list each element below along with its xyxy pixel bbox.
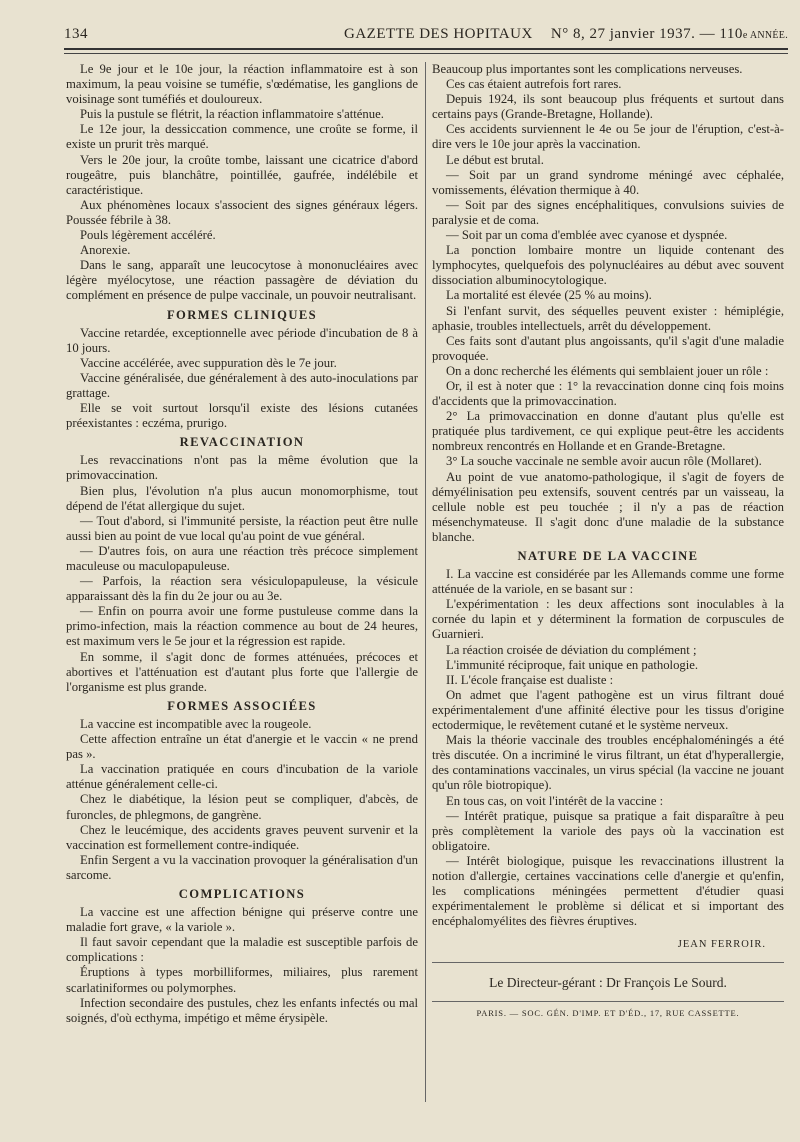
director-line: Le Directeur-gérant : Dr François Le Sourd. [489,975,727,991]
paragraph: La vaccination pratiquée en cours d'incubation de la variole atténue généralement celle-ci. [66,762,418,792]
paragraph: — Enfin on pourra avoir une forme pustuleuse comme dans la primo-infection, mais la réaction commence au bout de 24 heures, est maximum vers le 5e jour et la régression est rapide. [66,604,418,649]
left-column [66,62,418,1026]
paragraph: — Soit par un grand syndrome méningé avec céphalée, vomissements, élévation thermique à 40. [432,167,784,197]
paragraph: Aux phénomènes locaux s'associent des signes généraux légers. Poussée fébrile à 38. [66,197,418,227]
paragraph: La ponction lombaire montre un liquide contenant des lymphocytes, quelquefois des polynucléaires au début avec souvent dissociation albuminocytologique. [432,243,784,288]
section-heading: REVACCINATION [179,435,305,450]
paragraph: Le début est brutal. [446,152,544,167]
paragraph: Beaucoup plus importantes sont les complications nerveuses. [432,62,743,76]
paragraph: Vaccine retardée, exceptionnelle avec période d'incubation de 8 à 10 jours. [66,325,418,355]
paragraph: Il faut savoir cependant que la maladie est susceptible parfois de complications : [66,935,418,965]
printer-imprint: PARIS. — SOC. GÉN. D'IMP. ET D'ÉD., 17, RUE CASSETTE. [476,1007,740,1018]
paragraph: L'expérimentation : les deux affections sont inoculables à la cornée du lapin et y déterminent la formation de corpuscules de Guarnieri. [432,597,784,642]
paragraph: Mais la théorie vaccinale des troubles encéphaloméningés a été très discutée. On a incriminé le virus filtrant, un état d'hyperallergie, des contaminations vaccinales, un virus spécial (la vaccine ne jouant qu'un rôle biotropique). [432,733,784,793]
paragraph: On a donc recherché les éléments qui semblaient jouer un rôle : [446,363,769,378]
journal-title: GAZETTE DES HOPITAUX [344,26,533,42]
paragraph: Elle se voit surtout lorsqu'il existe des lésions cutanées préexistantes : eczéma, prurigo. [66,401,418,431]
paragraph: Vers le 20e jour, la croûte tombe, laissant une cicatrice d'abord rougeâtre, puis blanchâtre, pointillée, gaufrée, indélébile et caractéristique. [66,152,418,197]
paragraph: On admet que l'agent pathogène est un virus filtrant doué expérimentalement d'une affinité élective pour les tissus d'origine ectodermique, le revêtement cutané et le système nerveux. [432,687,784,733]
paragraph: Infection secondaire des pustules, chez les enfants infectés ou mal soignés, d'où ecthyma, impétigo et même érysipèle. [66,995,418,1025]
paragraph: — Intérêt pratique, puisque sa pratique a fait disparaître à peu près complètement la variole des pays où la vaccination est obligatoire. [432,808,784,853]
paragraph: La vaccine est incompatible avec la rougeole. [80,716,312,731]
paragraph: Puis la pustule se flétrit, la réaction inflammatoire s'atténue. [80,107,384,122]
paragraph: Chez le diabétique, la lésion peut se compliquer, d'abcès, de furoncles, de phlegmons, de gangrène. [66,792,418,822]
paragraph: — Tout d'abord, si l'immunité persiste, la réaction peut être nulle aussi bien au point de vue local qu'au point de vue général. [66,513,418,543]
author-signature: JEAN FERROIR. [677,939,766,951]
paragraph: Ces accidents surviennent le 4e ou 5e jour de l'éruption, c'est-à-dire vers le 10e jour après la vaccination. [432,122,784,152]
paragraph: Ces cas étaient autrefois fort rares. [446,77,622,92]
header-rule-thin [64,53,788,54]
footer-rule-2 [432,1001,784,1002]
paragraph: La réaction croisée de déviation du complément ; [446,642,697,657]
paragraph: 2° La primovaccination en donne d'autant plus qu'elle est pratiquée plus tardivement, ce qui explique peut-être les accidents nombreux rencontrés en Hollande et en Grande-Bretagne. [432,409,784,454]
issue-suffix: e ANNÉE. [742,30,788,41]
paragraph: Les revaccinations n'ont pas la même évolution que la primovaccination. [66,453,418,483]
paragraph: L'immunité réciproque, fait unique en pathologie. [446,657,699,672]
paragraph: — D'autres fois, on aura une réaction très précoce simplement maculeuse ou maculopapuleuse. [66,543,418,573]
paragraph: 3° La souche vaccinale ne semble avoir aucun rôle (Mollaret). [446,454,762,469]
paragraph: — Soit par un coma d'emblée avec cyanose et dyspnée. [446,228,728,243]
footer-rule [432,962,784,963]
page-number: 134 [64,26,88,42]
section-heading: FORMES ASSOCIÉES [167,698,317,713]
section-heading: FORMES CLINIQUES [166,307,318,322]
issue-text: N° 8, 27 janvier 1937. — 110 [550,26,743,42]
paragraph: La vaccine est une affection bénigne qui préserve contre une maladie fort grave, « la variole ». [66,905,418,935]
paragraph: — Intérêt biologique, puisque les revaccinations illustrent la notion d'allergie, certaines vaccinations celle d'anergie et qu'enfin, les complications méningées permettent d'étudier quasi expérimentalement le problème si délicat et si important des encéphalomyélites des fièvres éruptives. [432,853,784,929]
paragraph: Le 9e jour et le 10e jour, la réaction inflammatoire est à son maximum, la peau voisine se tuméfie, s'œdématise, les ganglions de voisinage sont tuméfiés et douloureux. [66,62,418,107]
section-heading: COMPLICATIONS [178,886,306,901]
paragraph: I. La vaccine est considérée par les Allemands comme une forme atténuée de la variole, en se basant sur : [432,567,784,597]
right-column [432,62,784,1021]
paragraph: Dans le sang, apparaît une leucocytose à mononucléaires avec légère myélocytose, une réaction passagère de déviation du complément en présence de pulpe vaccinale, un pouvoir neutralisant. [66,258,418,303]
header-rule [64,48,788,50]
paragraph: Vaccine généralisée, due généralement à des auto-inoculations par grattage. [66,370,418,400]
section-heading: NATURE DE LA VACCINE [517,549,699,563]
paragraph: Chez le leucémique, des accidents graves peuvent survenir et la vaccination est formellement contre-indiquée. [66,822,418,852]
paragraph: Enfin Sergent a vu la vaccination provoquer la généralisation d'un sarcome. [66,852,418,882]
paragraph: Pouls légèrement accéléré. [80,228,216,243]
paragraph: II. L'école française est dualiste : [446,672,614,687]
column-divider [425,62,426,1102]
paragraph: — Parfois, la réaction sera vésiculopapuleuse, la vésicule apparaissant dès la fin du 2e jour ou au 3e. [66,574,418,604]
paragraph: En somme, il s'agit donc de formes atténuées, précoces et abortives et l'atténuation est d'autant plus forte que l'allergie de l'organisme est plus grande. [66,649,418,694]
paragraph: La mortalité est élevée (25 % au moins). [446,288,652,303]
paragraph: Si l'enfant survit, des séquelles peuvent exister : hémiplégie, aphasie, troubles intellectuels, arrêt du développement. [432,303,784,333]
paragraph: Ces faits sont d'autant plus angoissants, qu'il s'agit d'une maladie provoquée. [432,333,784,363]
paragraph: Or, il est à noter que : 1° la revaccination donne cinq fois moins d'accidents que la primovaccination. [432,378,784,409]
paragraph: Vaccine accélérée, avec suppuration dès le 7e jour. [80,355,337,370]
paragraph: — Soit par des signes encéphalitiques, convulsions suivies de paralysie et de coma. [432,197,784,227]
paragraph: Depuis 1924, ils sont beaucoup plus fréquents et surtout dans certains pays (Grande-Bretagne, Hollande). [432,92,784,122]
paragraph: Bien plus, l'évolution n'a plus aucun monomorphisme, tout dépend de l'état allergique du sujet. [66,483,418,513]
paragraph: Au point de vue anatomo-pathologique, il s'agit de foyers de démyélinisation peu extensifs, souvent centrés par un vaisseau, la cellule noble est peu touchée ; il n'y a pas de réaction mésenchymateuse. Il s'agit donc d'une maladie de la substance blanche. [432,469,784,544]
paragraph: Cette affection entraîne un état d'anergie et le vaccin « ne prend pas ». [66,732,418,762]
paragraph: Anorexie. [80,243,131,258]
page-header [64,22,788,48]
issue-info [551,26,788,43]
paragraph: En tous cas, on voit l'intérêt de la vaccine : [446,793,664,808]
paragraph: Éruptions à types morbilliformes, miliaires, plus rarement scarlatiniformes ou polymorphes. [66,965,418,995]
paragraph: Le 12e jour, la dessiccation commence, une croûte se forme, il existe un prurit très marqué. [66,122,418,152]
